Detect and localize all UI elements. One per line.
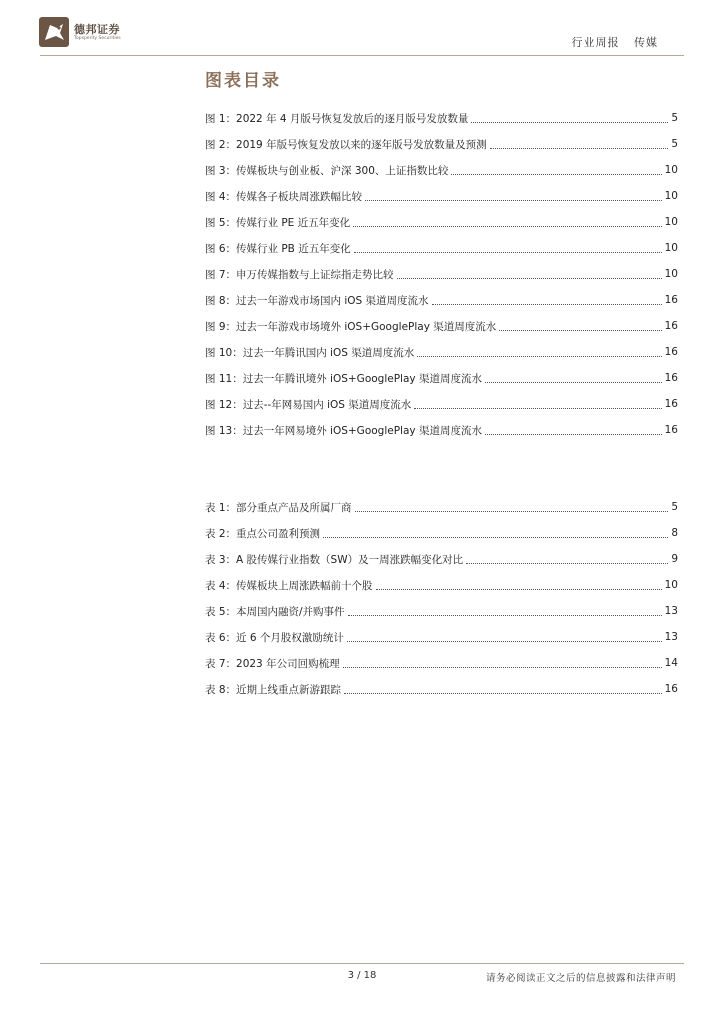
- toc-entry-label: 表 4：传媒板块上周涨跌幅前十个股: [205, 579, 373, 592]
- toc-table-entry[interactable]: [205, 676, 678, 702]
- toc-figure-entry[interactable]: [205, 417, 678, 443]
- toc-figure-entry[interactable]: [205, 131, 678, 157]
- toc-entry-label: 表 5：本周国内融资/并购事件: [205, 605, 345, 618]
- dot-leader: [344, 693, 662, 694]
- toc-entry-label: 图 6：传媒行业 PB 近五年变化: [205, 242, 351, 255]
- toc-entry-page: 8: [671, 527, 678, 539]
- toc-entry-page: 10: [664, 242, 678, 254]
- toc-entry-label: 图 12：过去--年网易国内 iOS 渠道周度流水: [205, 398, 412, 411]
- toc-entry-page: 5: [671, 138, 678, 150]
- toc-figure-entry[interactable]: [205, 209, 678, 235]
- logo-name-en: Topsperity Securities: [74, 35, 121, 41]
- logo-icon: [38, 16, 70, 48]
- toc-table-entry[interactable]: [205, 520, 678, 546]
- toc-entry-page: 16: [664, 346, 678, 358]
- toc-figure-entry[interactable]: [205, 261, 678, 287]
- toc-figure-entry[interactable]: [205, 235, 678, 261]
- legal-disclaimer: 请务必阅读正文之后的信息披露和法律声明: [485, 973, 676, 984]
- dot-leader: [485, 434, 662, 435]
- toc-entry-page: 10: [664, 579, 678, 591]
- toc-entry-page: 13: [664, 631, 678, 643]
- footer-divider: [40, 963, 684, 964]
- toc-entry-label: 图 8：过去一年游戏市场国内 iOS 渠道周度流水: [205, 294, 429, 307]
- company-logo: [38, 14, 138, 50]
- toc-entry-page: 10: [664, 268, 678, 280]
- toc-entry-label: 图 1：2022 年 4 月版号恢复发放后的逐月版号发放数量: [205, 112, 469, 125]
- dot-leader: [471, 122, 668, 123]
- toc-figure-entry[interactable]: [205, 313, 678, 339]
- dot-leader: [466, 563, 668, 564]
- dot-leader: [451, 174, 661, 175]
- toc-entry-page: 10: [664, 164, 678, 176]
- toc-title: 图表目录: [205, 71, 281, 91]
- dot-leader: [354, 252, 662, 253]
- dot-leader: [343, 667, 662, 668]
- toc-entry-label: 表 7：2023 年公司回购梳理: [205, 657, 340, 670]
- toc-entry-page: 14: [664, 657, 678, 669]
- dot-leader: [323, 537, 668, 538]
- toc-entry-label: 图 3：传媒板块与创业板、沪深 300、上证指数比较: [205, 164, 449, 177]
- toc-table-entry[interactable]: [205, 572, 678, 598]
- toc-figure-entry[interactable]: [205, 183, 678, 209]
- dot-leader: [347, 641, 662, 642]
- dot-leader: [485, 382, 662, 383]
- header-divider: [40, 55, 684, 56]
- toc-entry-page: 16: [664, 683, 678, 695]
- toc-entry-label: 表 1：部分重点产品及所属厂商: [205, 501, 352, 514]
- dot-leader: [355, 511, 669, 512]
- dot-leader: [499, 330, 661, 331]
- toc-figure-entry[interactable]: [205, 391, 678, 417]
- dot-leader: [348, 615, 662, 616]
- report-type: 行业周报: [571, 36, 620, 49]
- toc-table-entry[interactable]: [205, 598, 678, 624]
- toc-entry-label: 图 9：过去一年游戏市场境外 iOS+GooglePlay 渠道周度流水: [205, 320, 497, 333]
- report-sector: 传媒: [634, 36, 658, 49]
- toc-table-entry[interactable]: [205, 546, 678, 572]
- toc-entry-page: 16: [664, 398, 678, 410]
- toc-figure-entry[interactable]: [205, 339, 678, 365]
- toc-entry-label: 图 13：过去一年网易境外 iOS+GooglePlay 渠道周度流水: [205, 424, 482, 437]
- toc-table-entry[interactable]: [205, 650, 678, 676]
- dot-leader: [365, 200, 662, 201]
- dot-leader: [414, 408, 661, 409]
- toc-figure-entry[interactable]: [205, 365, 678, 391]
- toc-entry-page: 10: [664, 190, 678, 202]
- table-list: [205, 494, 678, 702]
- toc-entry-label: 图 4：传媒各子板块周涨跌幅比较: [205, 190, 363, 203]
- toc-entry-label: 图 11：过去一年腾讯境外 iOS+GooglePlay 渠道周度流水: [205, 372, 482, 385]
- dot-leader: [353, 226, 661, 227]
- toc-entry-label: 图 2：2019 年版号恢复发放以来的逐年版号发放数量及预测: [205, 138, 487, 151]
- toc-entry-page: 16: [664, 294, 678, 306]
- toc-entry-page: 9: [671, 553, 678, 565]
- toc-figure-entry[interactable]: [205, 157, 678, 183]
- toc-entry-page: 5: [671, 112, 678, 124]
- figure-list: [205, 105, 678, 443]
- toc-entry-label: 表 2：重点公司盈利预测: [205, 527, 321, 540]
- toc-entry-page: 16: [664, 424, 678, 436]
- toc-entry-label: 图 5：传媒行业 PE 近五年变化: [205, 216, 351, 229]
- toc-entry-label: 图 7：申万传媒指数与上证综指走势比较: [205, 268, 394, 281]
- dot-leader: [397, 278, 662, 279]
- page-number: 3 / 18: [347, 970, 377, 981]
- dot-leader: [376, 589, 662, 590]
- toc-entry-page: 16: [664, 320, 678, 332]
- toc-figure-entry[interactable]: [205, 287, 678, 313]
- toc-entry-page: 10: [664, 216, 678, 228]
- toc-table-entry[interactable]: [205, 624, 678, 650]
- dot-leader: [490, 148, 669, 149]
- dot-leader: [432, 304, 662, 305]
- report-header: [572, 34, 659, 50]
- toc-entry-label: 图 10：过去一年腾讯国内 iOS 渠道周度流水: [205, 346, 415, 359]
- toc-entry-page: 5: [671, 501, 678, 513]
- dot-leader: [417, 356, 661, 357]
- toc-entry-page: 16: [664, 372, 678, 384]
- toc-table-entry[interactable]: [205, 494, 678, 520]
- toc-entry-label: 表 3：A 股传媒行业指数（SW）及一周涨跌幅变化对比: [205, 553, 464, 566]
- toc-entry-page: 13: [664, 605, 678, 617]
- toc-figure-entry[interactable]: [205, 105, 678, 131]
- toc-entry-label: 表 8：近期上线重点新游跟踪: [205, 683, 342, 696]
- logo-name-cn: 德邦证券: [74, 22, 120, 36]
- toc-entry-label: 表 6：近 6 个月股权激励统计: [205, 631, 344, 644]
